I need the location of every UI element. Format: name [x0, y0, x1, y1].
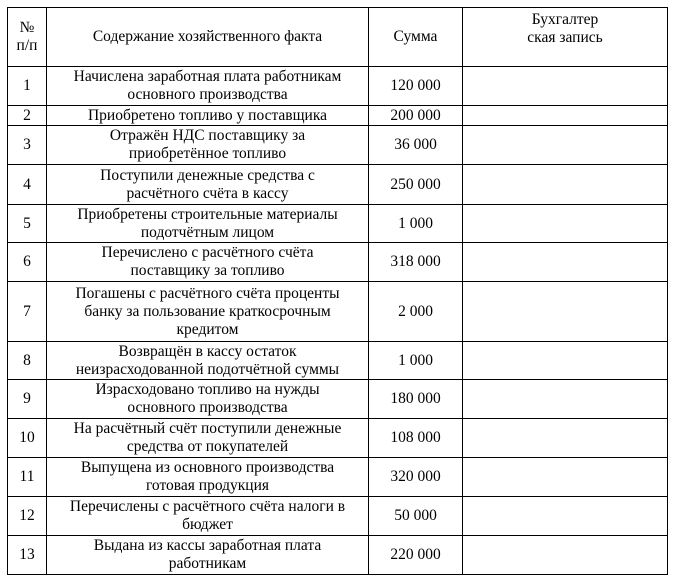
row-content-line: бюджет — [182, 516, 233, 533]
row-accounting-entry[interactable] — [463, 243, 668, 282]
row-content-line: Приобретены строительные материалы — [77, 205, 338, 223]
table-row — [8, 67, 668, 106]
row-accounting-entry[interactable] — [463, 380, 668, 419]
row-accounting-entry[interactable] — [463, 67, 668, 106]
table-body — [8, 67, 668, 575]
row-content-line: Начислена заработная плата работникам — [73, 68, 342, 85]
row-content-line: Приобретено топливо у поставщика — [87, 106, 328, 124]
row-sum: 120 000 — [369, 67, 463, 106]
row-content-line: расчётного счёта в кассу — [126, 184, 289, 202]
row-content-line: приобретённое топливо — [128, 145, 287, 162]
row-sum: 250 000 — [369, 165, 463, 205]
row-content-line: Отражён НДС поставщику за — [109, 127, 306, 144]
row-accounting-entry[interactable] — [463, 419, 668, 458]
row-content — [47, 126, 369, 165]
row-content — [47, 67, 369, 106]
row-content-line: На расчётный счёт поступили денежные — [73, 420, 342, 437]
table-row — [8, 126, 668, 165]
row-sum: 1 000 — [369, 342, 463, 380]
header-sum: Сумма — [369, 8, 463, 67]
row-accounting-entry[interactable] — [463, 205, 668, 243]
row-accounting-entry[interactable] — [463, 282, 668, 342]
row-content — [47, 282, 369, 342]
row-number: 4 — [8, 165, 47, 205]
row-number: 2 — [8, 106, 47, 126]
row-content — [47, 165, 369, 205]
row-content-line: Израсходовано топливо на нужды — [95, 381, 320, 398]
header-number-symbol: № — [19, 19, 35, 36]
row-number: 11 — [8, 458, 47, 497]
row-accounting-entry[interactable] — [463, 165, 668, 205]
row-content-line: кредитом — [176, 320, 239, 338]
row-content-line: Перечислено с расчётного счёта — [101, 244, 314, 261]
row-accounting-entry[interactable] — [463, 458, 668, 497]
row-content-line: подотчётным лицом — [140, 223, 275, 241]
row-content-line: Выдана из кассы заработная плата — [93, 537, 322, 554]
row-number: 8 — [8, 342, 47, 380]
row-content-line: банку за пользование краткосрочным — [84, 302, 331, 320]
row-number: 12 — [8, 497, 47, 536]
row-accounting-entry[interactable] — [463, 497, 668, 536]
row-content-line: работникам — [168, 555, 247, 572]
row-sum: 200 000 — [369, 106, 463, 126]
table-row — [8, 419, 668, 458]
row-content — [47, 380, 369, 419]
row-content-line: Перечислены с расчётного счёта налоги в — [69, 498, 346, 515]
row-number: 3 — [8, 126, 47, 165]
row-number: 7 — [8, 282, 47, 342]
transactions-table — [7, 7, 668, 575]
row-content-line: основного производства — [127, 86, 288, 103]
row-content-line: Погашены с расчётного счёта проценты — [75, 284, 340, 302]
row-accounting-entry[interactable] — [463, 536, 668, 575]
row-content-line: Возвращён в кассу остаток — [118, 342, 297, 360]
row-content-line: готовая продукция — [145, 477, 270, 494]
table-row — [8, 106, 668, 126]
row-content — [47, 419, 369, 458]
row-content — [47, 497, 369, 536]
header-entry-line2: ская запись — [527, 29, 603, 46]
row-accounting-entry[interactable] — [463, 342, 668, 380]
table-row — [8, 342, 668, 380]
header-accounting-entry — [463, 8, 668, 67]
header-number-abbr: п/п — [16, 37, 38, 54]
table-row — [8, 380, 668, 419]
row-number: 6 — [8, 243, 47, 282]
row-accounting-entry[interactable] — [463, 126, 668, 165]
table-row — [8, 243, 668, 282]
header-content: Содержание хозяйственного факта — [47, 8, 369, 67]
row-content-line: поставщику за топливо — [130, 262, 285, 279]
row-content-line: Выпущена из основного производства — [80, 459, 335, 476]
row-content — [47, 205, 369, 243]
row-content — [47, 458, 369, 497]
row-number: 5 — [8, 205, 47, 243]
row-number: 9 — [8, 380, 47, 419]
row-number: 1 — [8, 67, 47, 106]
table-row — [8, 282, 668, 342]
table-row — [8, 458, 668, 497]
row-sum: 220 000 — [369, 536, 463, 575]
row-content — [47, 536, 369, 575]
header-number — [8, 8, 47, 67]
table-row — [8, 497, 668, 536]
header-entry-line1: Бухгалтер — [531, 11, 599, 28]
row-content — [47, 342, 369, 380]
row-accounting-entry[interactable] — [463, 106, 668, 126]
row-sum: 108 000 — [369, 419, 463, 458]
row-number: 13 — [8, 536, 47, 575]
row-sum: 180 000 — [369, 380, 463, 419]
header-row — [8, 8, 668, 67]
row-content — [47, 243, 369, 282]
row-content-line: Поступили денежные средства с — [100, 166, 315, 184]
table-row — [8, 205, 668, 243]
row-content-line: неизрасходованной подотчётной суммы — [75, 360, 340, 378]
row-content-line: основного производства — [127, 399, 288, 416]
row-sum: 36 000 — [369, 126, 463, 165]
row-sum: 1 000 — [369, 205, 463, 243]
row-content — [47, 106, 369, 126]
row-sum: 50 000 — [369, 497, 463, 536]
row-content-line: средства от покупателей — [126, 438, 289, 455]
row-sum: 320 000 — [369, 458, 463, 497]
row-sum: 2 000 — [369, 282, 463, 342]
table-row — [8, 165, 668, 205]
table-row — [8, 536, 668, 575]
row-number: 10 — [8, 419, 47, 458]
row-sum: 318 000 — [369, 243, 463, 282]
